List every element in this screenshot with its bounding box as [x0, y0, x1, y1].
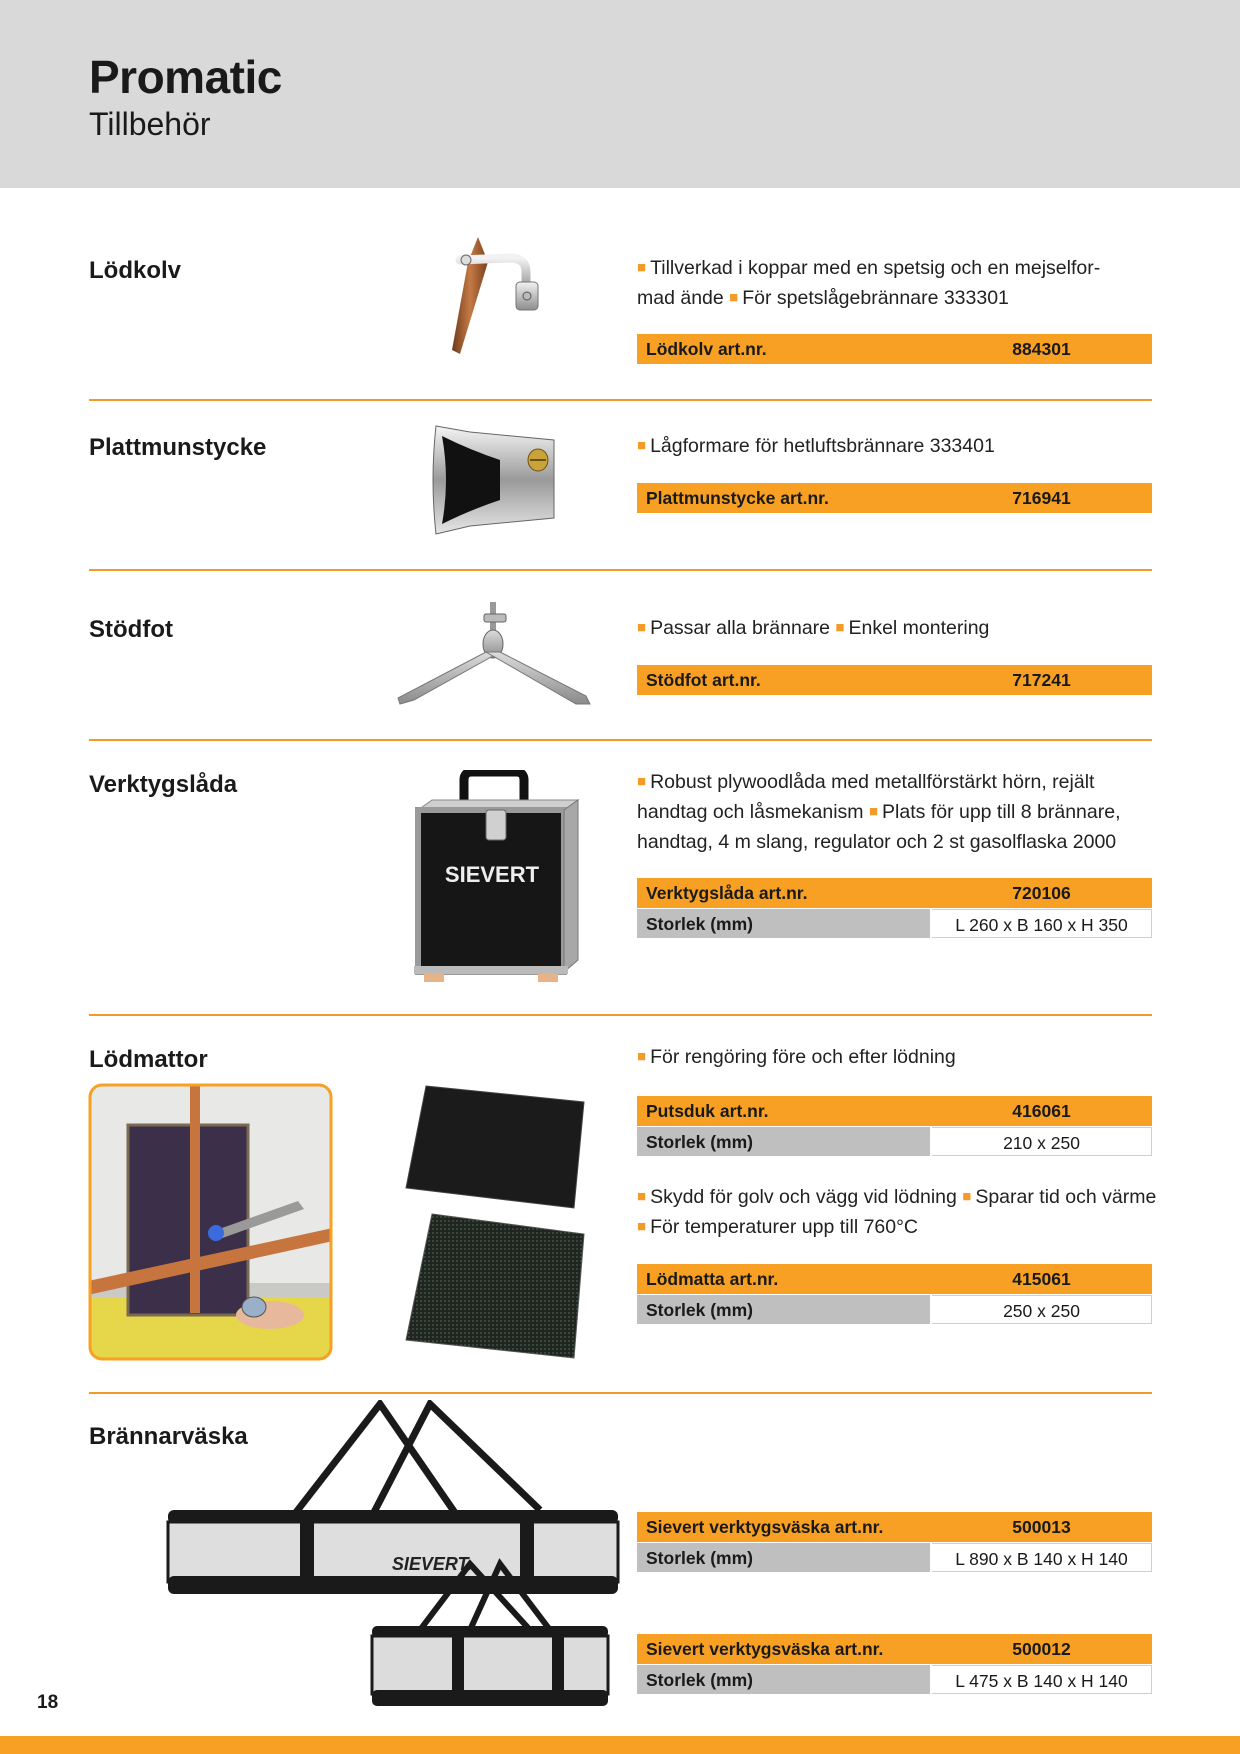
table-row: Lödmatta art.nr. 415061 — [637, 1264, 1152, 1294]
table-plattmunstycke — [637, 483, 1152, 513]
table-stodfot — [637, 665, 1152, 695]
bullet-icon: ■ — [729, 289, 739, 306]
section-title-lodmattor: Lödmattor — [89, 1046, 208, 1073]
table-row: Storlek (mm) 210 x 250 — [637, 1126, 1152, 1156]
table-row: Putsduk art.nr. 416061 — [637, 1096, 1152, 1126]
bullet-icon: ■ — [868, 803, 879, 820]
table-row: Sievert verktygsväska art.nr. 500012 — [637, 1634, 1152, 1664]
tool-box-image — [414, 770, 580, 984]
table-row: Storlek (mm) L 475 x B 140 x H 140 — [637, 1664, 1152, 1694]
table-row: Storlek (mm) L 890 x B 140 x H 140 — [637, 1542, 1152, 1572]
table-row: Stödfot art.nr. 717241 — [637, 665, 1152, 695]
description-stodfot: ■ Passar alla brännare ■ Enkel montering — [637, 617, 990, 639]
page-title: Promatic — [89, 51, 282, 103]
description-lodkolv: ■ Tillverkad i koppar med en spetsig och en mejselfor- mad ände ■ För spetslågebrännare 333301 — [637, 257, 1101, 309]
section-title-plattmunstycke: Plattmunstycke — [89, 434, 267, 461]
table-verktygsvaska-500013 — [637, 1512, 1152, 1572]
page-subtitle: Tillbehör — [89, 106, 211, 142]
bullet-icon: ■ — [637, 437, 647, 454]
table-row: Sievert verktygsväska art.nr. 500013 — [637, 1512, 1152, 1542]
bullet-icon: ■ — [637, 619, 647, 636]
bullet-icon: ■ — [637, 1048, 647, 1065]
soldering-mat-image — [404, 1212, 586, 1360]
table-row: Verktygslåda art.nr. 720106 — [637, 878, 1152, 908]
footer-bar — [0, 1736, 1240, 1754]
bullet-icon: ■ — [637, 1218, 647, 1235]
bullet-icon: ■ — [637, 1188, 647, 1205]
table-putsduk — [637, 1096, 1152, 1156]
soldering-iron-image — [430, 232, 560, 357]
flat-nozzle-image — [430, 420, 560, 540]
section-title-stodfot: Stödfot — [89, 616, 173, 643]
table-verktygslada — [637, 878, 1152, 938]
bullet-icon: ■ — [637, 259, 647, 276]
page-number: 18 — [37, 1692, 59, 1713]
description-verktygslada: ■ Robust plywoodlåda med metallförstärkt hörn, rejält handtag och låsmekanism ■ Plats för upp till 8 brännare, handtag, 4 m slang, regulator och 2 st gasolflaska 2000 — [637, 771, 1121, 853]
divider — [89, 739, 1152, 741]
table-row: Storlek (mm) 250 x 250 — [637, 1294, 1152, 1324]
page-header — [0, 0, 1240, 188]
table-row: Plattmunstycke art.nr. 716941 — [637, 483, 1152, 513]
bag-brand-logo: SIEVERT. — [391, 1554, 473, 1574]
section-title-verktygslada: Verktygslåda — [89, 771, 238, 798]
table-lodmatta — [637, 1264, 1152, 1324]
description-putsduk: ■ För rengöring före och efter lödning — [637, 1046, 956, 1068]
bullet-icon: ■ — [962, 1188, 972, 1205]
table-row: Storlek (mm) L 260 x B 160 x H 350 — [637, 908, 1152, 938]
table-lodkolv — [637, 334, 1152, 364]
divider — [89, 1014, 1152, 1016]
cleaning-cloth-image — [404, 1084, 586, 1210]
description-lodmatta: ■ Skydd för golv och vägg vid lödning ■ Sparar tid och värme ■ För temperaturer upp till 760°C — [637, 1186, 1157, 1238]
table-verktygsvaska-500012 — [637, 1634, 1152, 1694]
section-title-brannarvaska: Brännarväska — [89, 1423, 248, 1450]
tool-bag-image — [160, 1400, 620, 1714]
support-foot-image — [396, 600, 594, 712]
divider — [89, 399, 1152, 401]
bullet-icon: ■ — [835, 619, 845, 636]
divider — [89, 1392, 1152, 1394]
soldering-mat-photo — [88, 1083, 333, 1361]
section-title-lodkolv: Lödkolv — [89, 257, 182, 284]
description-plattmunstycke: ■ Lågformare för hetluftsbrännare 333401 — [637, 435, 995, 457]
bullet-icon: ■ — [637, 773, 647, 790]
box-brand-logo: SIEVERT — [444, 862, 540, 887]
divider — [89, 569, 1152, 571]
table-row: Lödkolv art.nr. 884301 — [637, 334, 1152, 364]
